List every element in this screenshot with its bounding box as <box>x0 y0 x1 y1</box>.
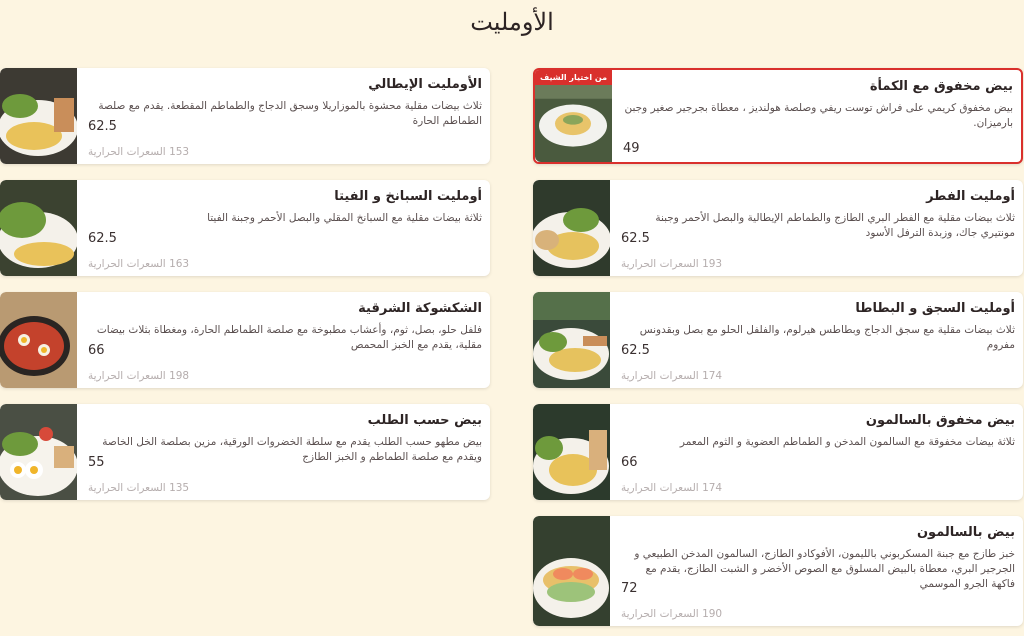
menu-card-sausage-potato-omelette[interactable] <box>533 292 1023 388</box>
dish-image <box>533 292 610 388</box>
item-calories: 198 السعرات الحرارية <box>88 370 190 382</box>
menu-card-eggs-any-style[interactable] <box>0 404 490 500</box>
item-name: أومليت السبانخ و الفيتا <box>334 189 482 204</box>
item-description: فلفل حلو، بصل، ثوم، وأعشاب مطبوخة مع صلصة الطماطم الحارة، ومغطاة بثلاث بيضات مقلية، يقدم مع الخبز المحمص <box>96 324 482 351</box>
menu-card-scrambled-salmon[interactable] <box>533 404 1023 500</box>
item-calories: 174 السعرات الحرارية <box>621 370 723 382</box>
item-name: أومليت السجق و البطاطا <box>855 301 1015 316</box>
item-price: 49 <box>623 141 640 156</box>
menu-card-shakshuka[interactable] <box>0 292 490 388</box>
chef-choice-badge: من اختيار الشيف <box>535 70 612 85</box>
item-calories: 135 السعرات الحرارية <box>88 482 190 494</box>
item-price: 72 <box>621 581 638 596</box>
item-name: الأومليت الإيطالي <box>368 77 482 92</box>
menu-card-truffle-eggs[interactable] <box>533 68 1023 164</box>
menu-card-spinach-feta-omelette[interactable] <box>0 180 490 276</box>
dish-image <box>0 68 77 164</box>
item-price: 62.5 <box>621 231 650 246</box>
item-calories: 153 السعرات الحرارية <box>88 146 190 158</box>
menu-card-salmon-eggs[interactable] <box>533 516 1023 626</box>
dish-image <box>0 404 77 500</box>
menu-card-italian-omelette[interactable] <box>0 68 490 164</box>
item-price: 62.5 <box>88 119 117 134</box>
item-calories: 190 السعرات الحرارية <box>621 608 723 620</box>
item-name: الشكشوكة الشرقية <box>358 301 482 316</box>
item-price: 62.5 <box>88 231 117 246</box>
item-name: أومليت الفطر <box>926 189 1015 204</box>
item-price: 55 <box>88 455 105 470</box>
dish-image <box>533 404 610 500</box>
item-name: بيض مخفوق بالسالمون <box>865 413 1015 428</box>
menu-card-mushroom-omelette[interactable] <box>533 180 1023 276</box>
item-description: خبز طازج مع جبنة المسكربوني بالليمون، الأفوكادو الطازج، السالمون المدخن الطبيعي و الجرجير البري، معطاة بالبيض المسلوق مع الصوص الأخضر و الشبت الطازج، يقدم مع فاكهة الجرو الموسمي <box>634 548 1015 590</box>
item-description: ثلاثة بيضات مخفوقة مع السالمون المدخن و الطماطم العضوية و الثوم المعمر <box>679 436 1015 448</box>
item-price: 66 <box>88 343 105 358</box>
dish-image <box>533 516 610 626</box>
item-name: بيض بالسالمون <box>916 525 1015 540</box>
dish-image <box>0 180 77 276</box>
item-name: بيض مخفوق مع الكمأة <box>869 79 1013 94</box>
item-price: 66 <box>621 455 638 470</box>
item-calories: 174 السعرات الحرارية <box>621 482 723 494</box>
item-price: 62.5 <box>621 343 650 358</box>
dish-image <box>533 180 610 276</box>
item-description: ثلاث بيضات مقلية مع الفطر البري الطازج والطماطم الإيطالية والبصل الأحمر وجبنة مونتيري جاك، وزبدة الترفل الأسود <box>655 212 1015 239</box>
item-description: ثلاث بيضات مقلية محشوة بالموزاريلا وسجق الدجاج والطماطم المقطعة. يقدم مع صلصة الطماطم الحارة <box>98 100 482 127</box>
dish-image <box>0 292 77 388</box>
item-calories: 163 السعرات الحرارية <box>88 258 190 270</box>
item-description: بيض مخفوق كريمي على فراش توست ريفي وصلصة هولنديز ، معطاة بجرجير صغير وجبن بارميزان. <box>624 102 1013 129</box>
item-description: ثلاث بيضات مقلية مع سجق الدجاج وبطاطس هيرلوم، والفلفل الحلو مع بصل وبقدونس مفروم <box>639 324 1015 351</box>
item-description: بيض مطهو حسب الطلب يقدم مع سلطة الخضروات الورقية، مزين بصلصة الخل الخاصة ويقدم مع صلصة الطماطم و الخبز الطازج <box>102 436 482 463</box>
page-title: الأومليت <box>470 8 554 36</box>
item-name: بيض حسب الطلب <box>367 413 482 428</box>
item-description: ثلاثة بيضات مقلية مع السبانخ المقلي والبصل الأحمر وجبنة الفيتا <box>207 212 482 224</box>
item-calories: 193 السعرات الحرارية <box>621 258 723 270</box>
